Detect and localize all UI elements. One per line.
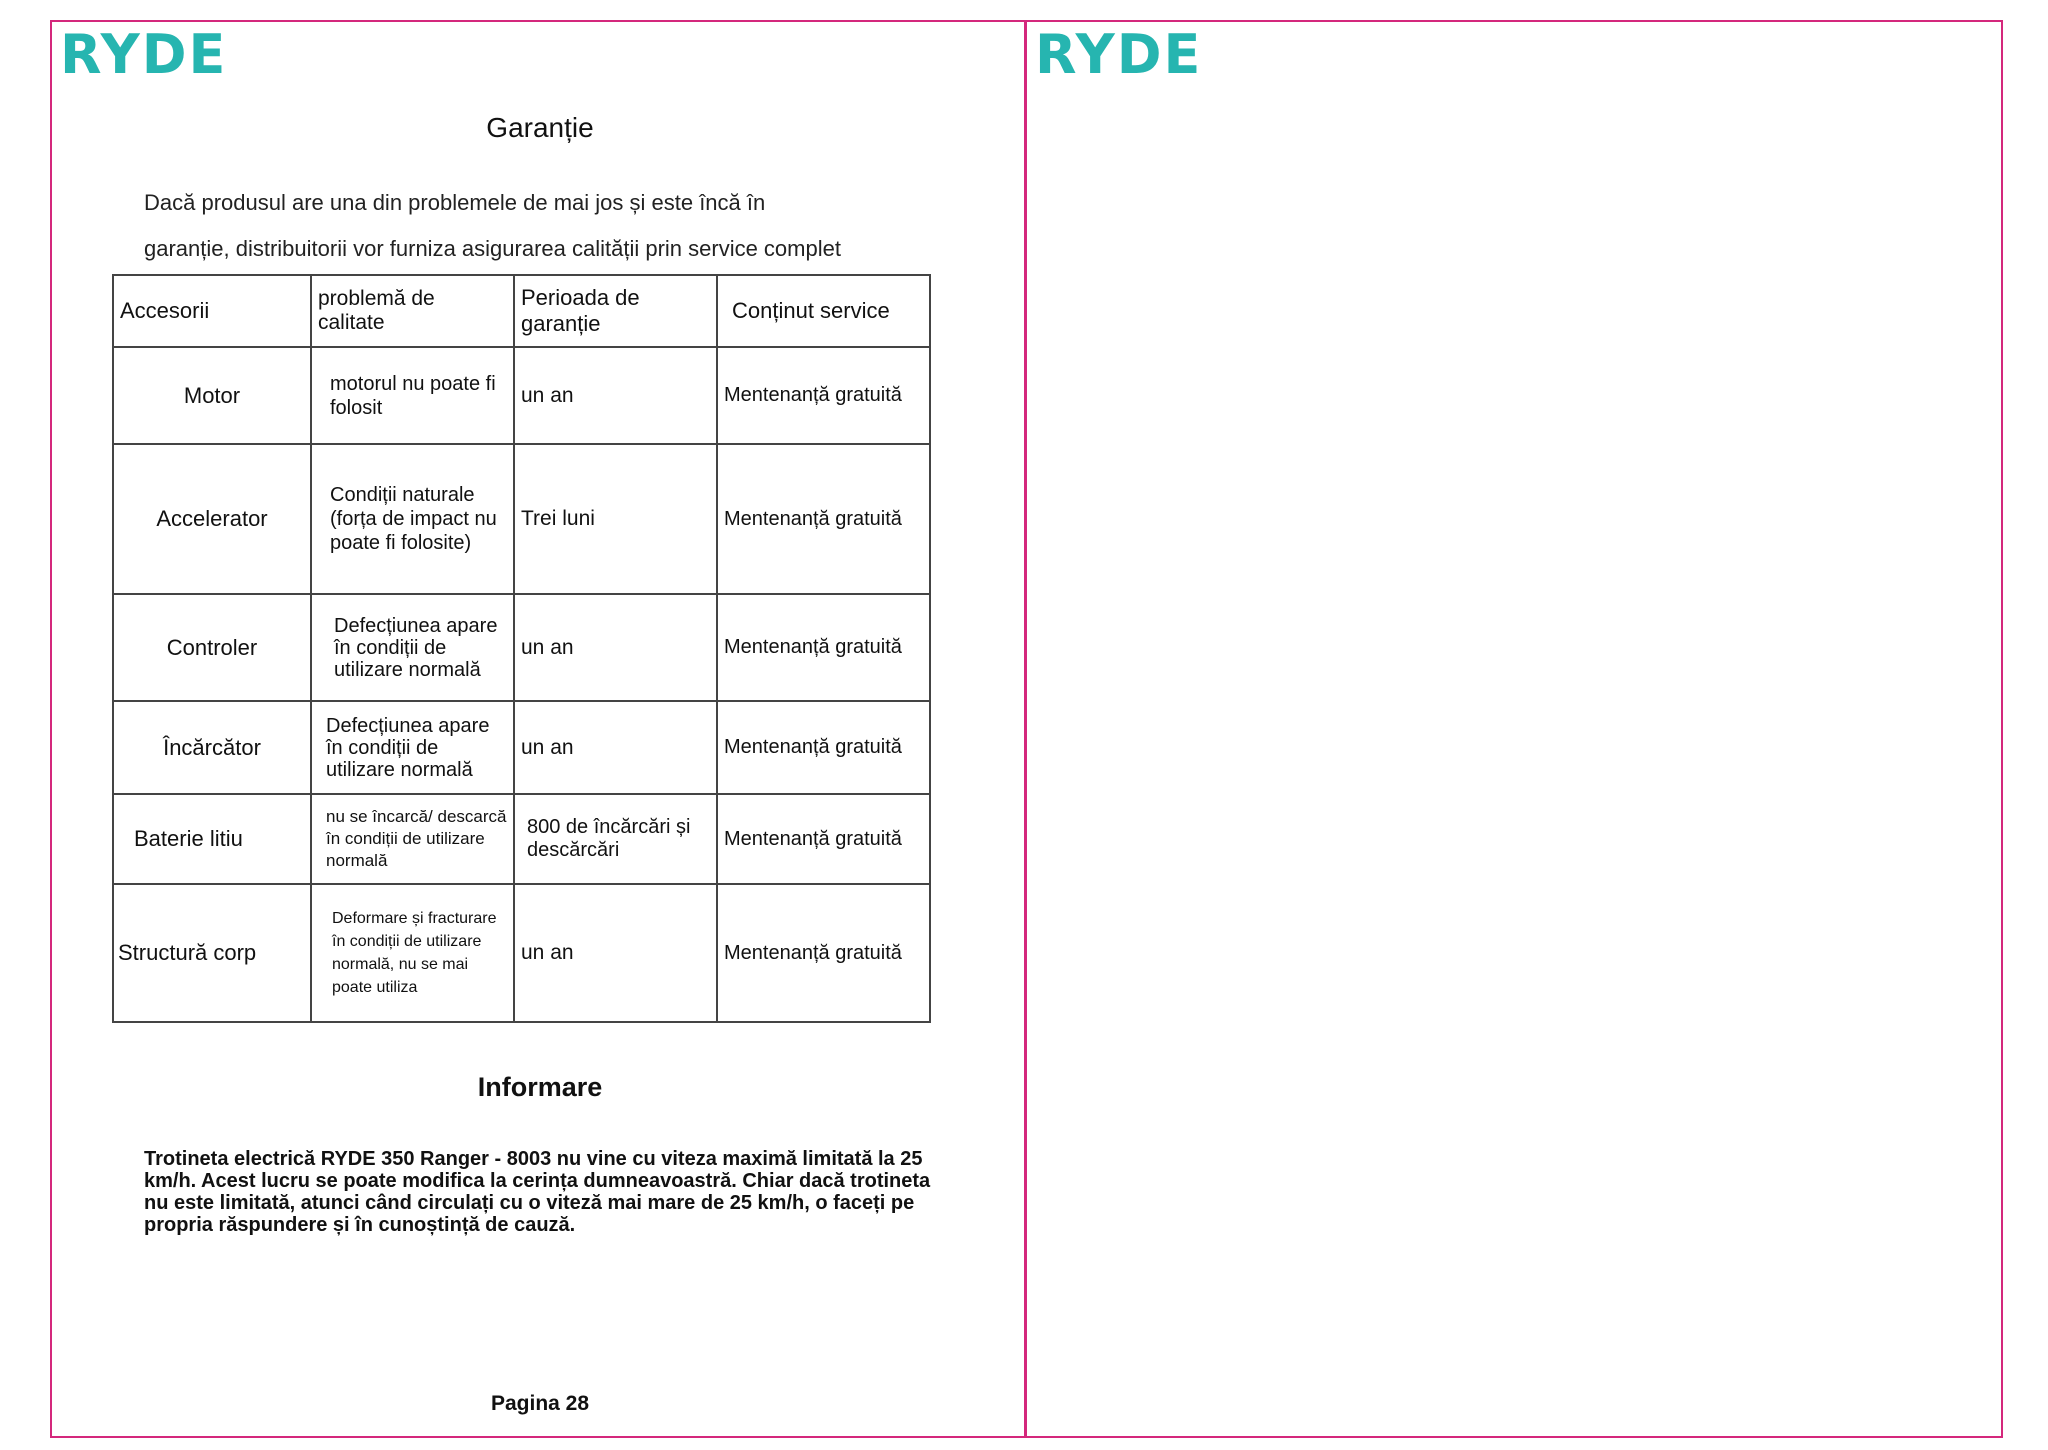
table-row (113, 444, 930, 594)
problem-cell: Condiții naturale (forța de impact nu poate fi folosite) (311, 444, 514, 594)
header-cell: problemă de calitate (311, 275, 514, 347)
problem-cell: motorul nu poate fi folosit (311, 347, 514, 444)
accessory-cell: Încărcător (113, 701, 311, 794)
service-cell: Mentenanță gratuită (717, 884, 930, 1022)
service-cell: Mentenanță gratuită (717, 701, 930, 794)
ryde-logo: RYDE (60, 23, 228, 86)
service-cell: Mentenanță gratuită (717, 794, 930, 884)
info-title: Informare (477, 1072, 603, 1102)
right-page (1025, 20, 2003, 1438)
table-row (113, 594, 930, 701)
problem-cell: Deformare și fracturare în condiții de utilizare normală, nu se mai poate utiliza (311, 884, 514, 1022)
header-cell: Conținut service (717, 275, 930, 347)
header-cell: Accesorii (113, 275, 311, 347)
page-number: Pagina 28 (490, 1392, 590, 1415)
period-cell: un an (514, 701, 717, 794)
accessory-cell: Structură corp (113, 884, 311, 1022)
period-cell: 800 de încărcări și descărcări (514, 794, 717, 884)
period-cell: un an (514, 884, 717, 1022)
left-page (50, 20, 1026, 1438)
intro-paragraph (144, 180, 964, 272)
accessory-cell: Motor (113, 347, 311, 444)
table-header-row (113, 275, 930, 347)
accessory-cell: Baterie litiu (113, 794, 311, 884)
table-row (113, 347, 930, 444)
problem-cell: Defecțiunea apare în condiții de utilizare normală (311, 594, 514, 701)
header-cell: Perioada de garanție (514, 275, 717, 347)
problem-cell: nu se încarcă/ descarcă în condiții de utilizare normală (311, 794, 514, 884)
table-row (113, 884, 930, 1022)
table-row (113, 794, 930, 884)
intro-line: Dacă produsul are una din problemele de mai jos și este încă în (144, 190, 766, 215)
service-cell: Mentenanță gratuită (717, 594, 930, 701)
service-cell: Mentenanță gratuită (717, 347, 930, 444)
warranty-table (112, 274, 931, 1023)
accessory-cell: Controler (113, 594, 311, 701)
accessory-cell: Accelerator (113, 444, 311, 594)
table-row (113, 701, 930, 794)
period-cell: Trei luni (514, 444, 717, 594)
page-title: Garanție (486, 112, 594, 143)
info-paragraph: Trotineta electrică RYDE 350 Ranger - 8003 nu vine cu viteza maximă limitată la 25 km/h. Acest lucru se poate modifica la cerința dumneavoastră. Chiar dacă trotineta nu este limitată, atunci când circulați cu o viteză mai mare de 25 km/h, o faceți pe propria răspundere și în cunoștință de cauză. (144, 1148, 931, 1236)
service-cell: Mentenanță gratuită (717, 444, 930, 594)
intro-line: garanție, distribuitorii vor furniza asigurarea calității prin service complet (144, 236, 841, 261)
problem-cell: Defecțiunea apare în condiții de utilizare normală (311, 701, 514, 794)
period-cell: un an (514, 594, 717, 701)
ryde-logo: RYDE (1035, 23, 1203, 86)
period-cell: un an (514, 347, 717, 444)
